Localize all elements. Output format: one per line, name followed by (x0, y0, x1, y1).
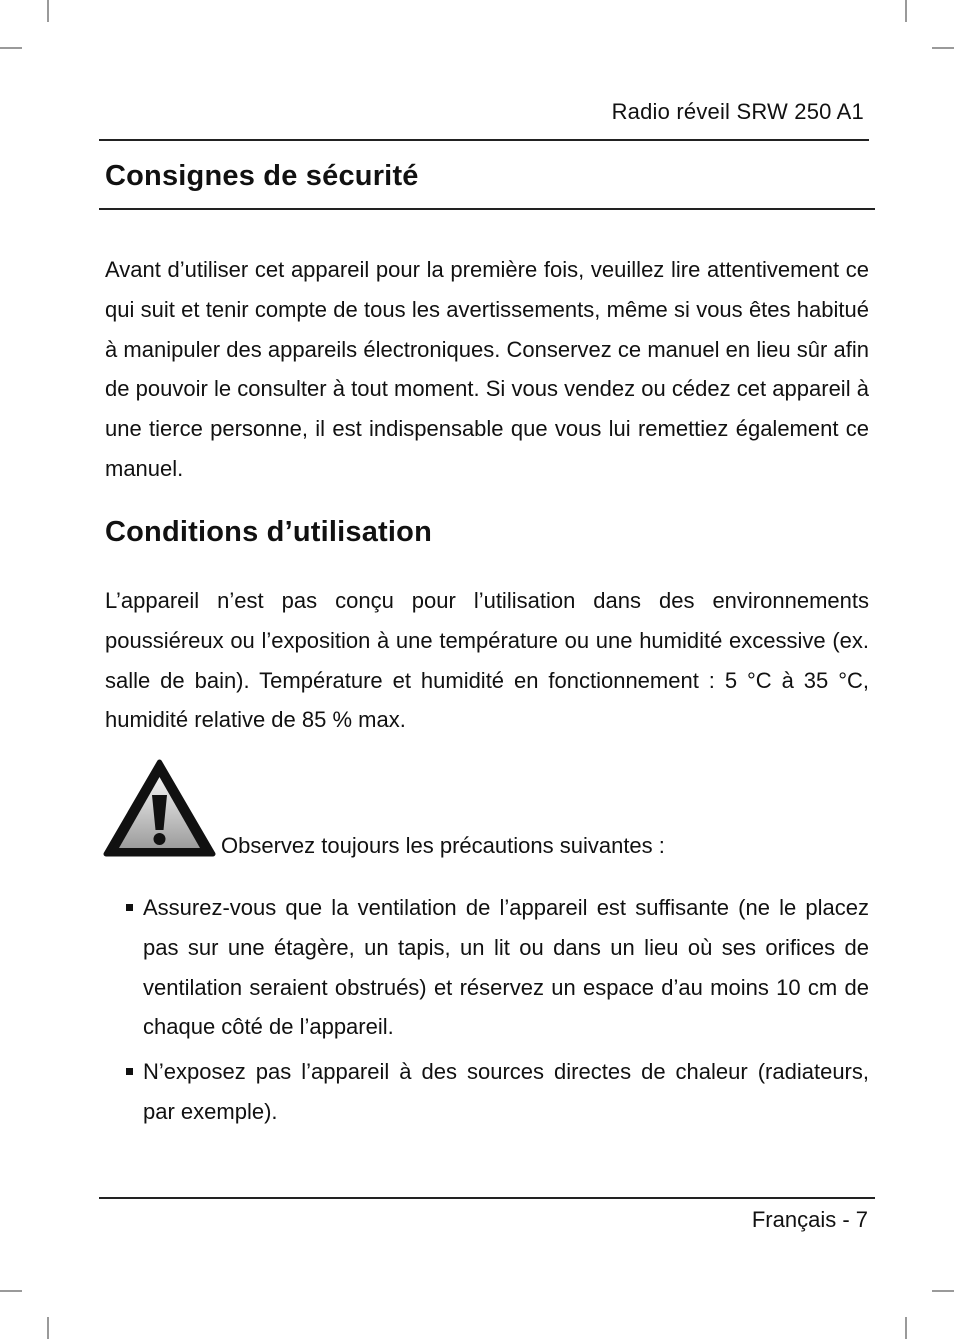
list-item (105, 1052, 869, 1132)
list-item-text: Assurez-vous que la ventilation de l’appareil est suffisante (ne le placez pas sur une étagère, un tapis, un lit ou dans un lieu où ses orifices de ventilation seraient obstrués) et réservez un espace d’au moins 10 cm de chaque côté de l’appareil. (143, 895, 869, 1040)
footer-rule (99, 1197, 875, 1199)
running-header-title: Radio réveil SRW 250 A1 (611, 99, 864, 124)
section-heading-usage-conditions: Conditions d’utilisation (105, 516, 432, 548)
section-heading-rule (99, 208, 875, 210)
crop-mark-bottom-left-v (47, 1317, 49, 1339)
bullet-square-icon (126, 904, 133, 911)
section-heading-safety: Consignes de sécurité (105, 160, 419, 192)
bullet-square-icon (126, 1068, 133, 1075)
list-item-text: N’exposez pas l’appareil à des sources directes de chaleur (radiateurs, par exemple). (143, 1059, 869, 1124)
list-item (105, 888, 869, 1047)
crop-mark-top-right-h (932, 47, 954, 49)
safety-paragraph: Avant d’utiliser cet appareil pour la première fois, veuillez lire attentivement ce qui suit et tenir compte de tous les avertissements, même si vous êtes habitué à manipuler des appareils électroniques. Conservez ce manuel en lieu sûr afin de pouvoir le consulter à tout moment. Si vous vendez ou cédez cet appareil à une tierce personne, il est indispensable que vous lui remettiez également ce manuel. (105, 257, 869, 481)
crop-mark-bottom-right-h (932, 1290, 954, 1292)
crop-mark-top-left-h (0, 47, 22, 49)
crop-mark-top-left-v (47, 0, 49, 22)
crop-mark-bottom-left-h (0, 1290, 22, 1292)
crop-mark-bottom-right-v (905, 1317, 907, 1339)
usage-conditions-paragraph: L’appareil n’est pas conçu pour l’utilisation dans des environnements poussiéreux ou l’exposition à une température ou une humidité excessive (ex. salle de bain). Température et humidité en fonctionnement : 5 °C à 35 °C, humidité relative de 85 % max. (105, 588, 869, 733)
precautions-list (105, 888, 869, 1137)
warning-text: Observez toujours les précautions suivantes : (221, 833, 665, 858)
crop-mark-top-right-v (905, 0, 907, 22)
page-number-label: Français - 7 (751, 1207, 868, 1232)
warning-triangle-icon (103, 759, 216, 858)
header-rule (99, 139, 869, 141)
